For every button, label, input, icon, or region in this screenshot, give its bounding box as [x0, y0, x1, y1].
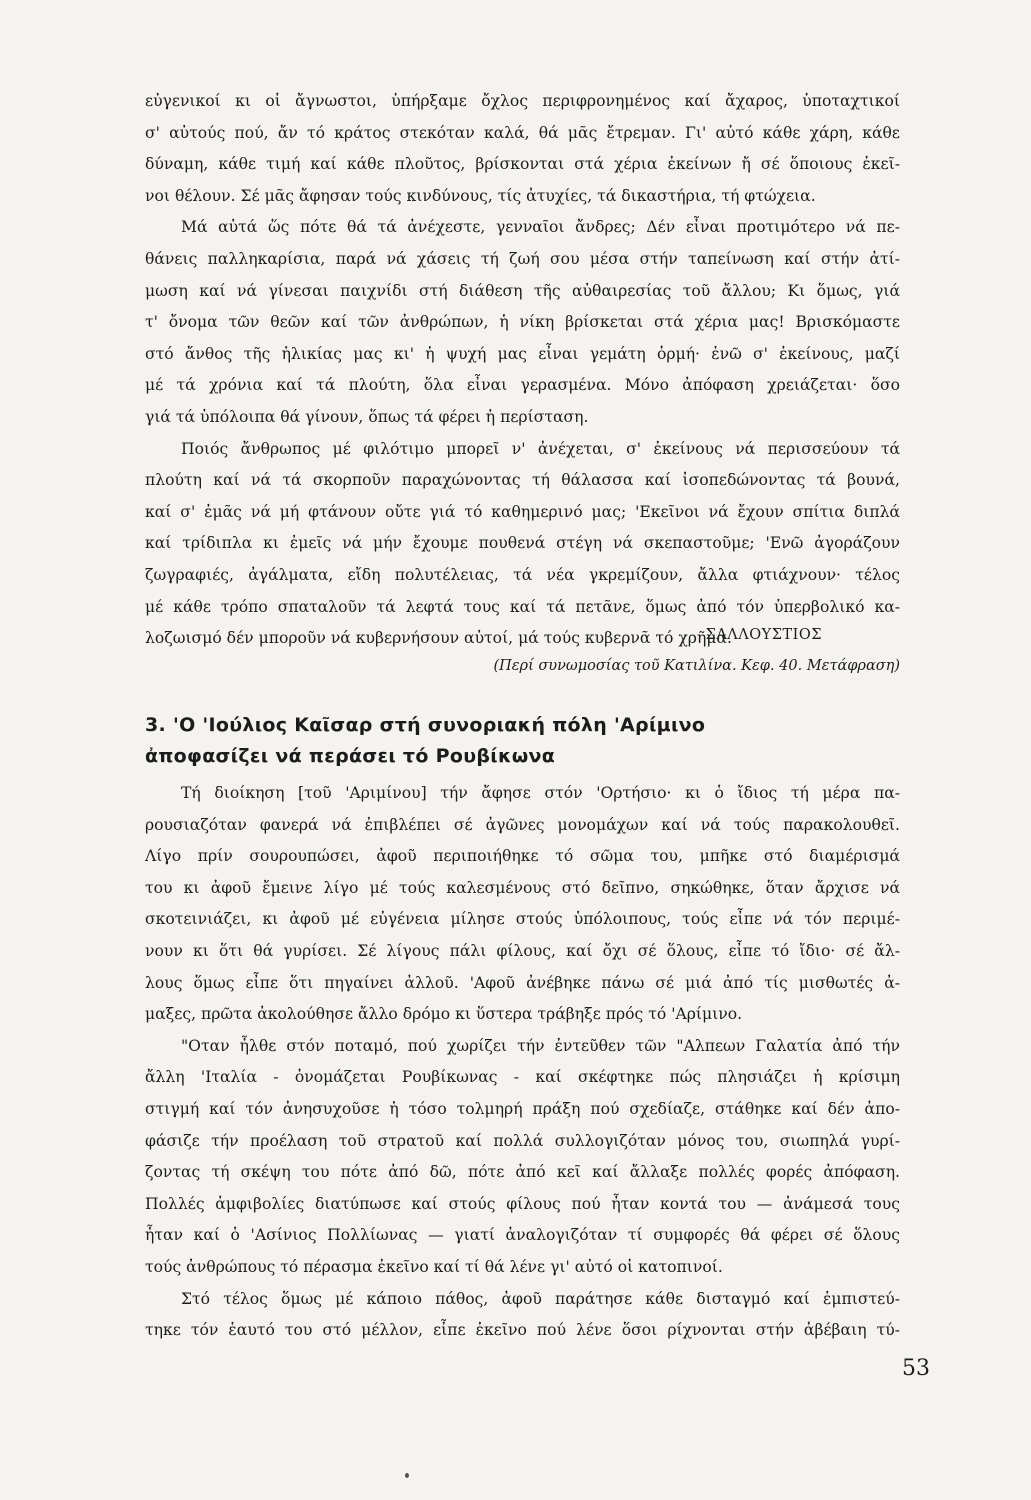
text-line: ρουσιαζόταν φανερά νά ἐπιβλέπει σέ ἀγῶνες μονομάχων καί νά τούς παρακολουθεῖ.: [145, 815, 900, 834]
text-line: μέ τά χρόνια καί τά πλούτη, ὅλα εἶναι γερασμένα. Μόνο ἀπόφαση χρειάζεται· ὅσο: [145, 376, 900, 395]
text-line: του κι ἀφοῦ ἔμεινε λίγο μέ τούς καλεσμένους στό δεῖπνο, σηκώθηκε, ὅταν ἄρχισε νά: [145, 878, 900, 897]
paragraph: [145, 1031, 900, 1284]
text-line: ζοντας τή σκέψη του πότε ἀπό δῶ, πότε ἀπό κεῖ καί ἄλλαξε πολλές φορές ἀπόφαση.: [145, 1163, 900, 1182]
text-line: λους ὅμως εἶπε ὅτι πηγαίνει ἀλλοῦ. 'Αφοῦ ἀνέβηκε πάνω σέ μιά ἀπό τίς μισθωτές ἀ-: [145, 973, 900, 992]
text-line: καί σ' ἐμᾶς νά μή φτάνουν οὔτε γιά τό καθημερινό μας; 'Εκεῖνοι νά ἔχουν σπίτια διπλά: [145, 502, 900, 521]
text-block-bottom: [145, 778, 900, 1347]
text-line: τ' ὄνομα τῶν θεῶν καί τῶν ἀνθρώπων, ἡ νίκη βρίσκεται στά χέρια μας! Βρισκόμαστε: [145, 313, 900, 332]
text-line: Τή διοίκηση [τοῦ 'Αριμίνου] τήν ἄφησε στόν 'Ορτήσιο· κι ὁ ἴδιος τή μέρα πα-: [181, 784, 900, 802]
text-line: τηκε τόν ἑαυτό του στό μέλλον, εἶπε ἐκεῖνο πού λένε ὅσοι ρίχνονται στήν ἀβέβαιη τύ-: [145, 1321, 900, 1340]
text-line: πλούτη καί νά τά σκορποῦν παραχώνοντας τή θάλασσα καί ἰσοπεδώνοντας τά βουνά,: [145, 471, 900, 490]
text-line: γιά τά ὑπόλοιπα θά γίνουν, ὅπως τά φέρει ἡ περίσταση.: [145, 407, 589, 426]
text-line: φάσιζε τήν προέλαση τοῦ στρατοῦ καί πολλά συλλογιζόταν μόνος του, σιωπηλά γυρί-: [145, 1131, 900, 1150]
source-reference: (Περί συνωμοσίας τοῦ Κατιλίνα. Κεφ. 40. Μετάφραση): [493, 658, 900, 674]
page-number: 53: [902, 1356, 930, 1381]
text-line: μωση καί νά γίνεσαι παιχνίδι στή διάθεση τῆς αὐθαιρεσίας τοῦ ἄλλου; Κι ὅμως, γιά: [145, 281, 900, 300]
text-line: ζωγραφιές, ἀγάλματα, εἴδη πολυτέλειας, τά νέα γκρεμίζουν, ἄλλα φτιάχνουν· τέλος: [145, 565, 900, 584]
text-line: μέ κάθε τρόπο σπαταλοῦν τά λεφτά τους καί τά πετᾶνε, ὅμως ἀπό τόν ὑπερβολικό κα-: [145, 597, 900, 616]
text-line: τούς ἀνθρώπους τό πέρασμα ἐκεῖνο καί τί θά λένε γι' αὐτό οἱ κατοπινοί.: [145, 1257, 723, 1276]
text-line: στιγμή καί τόν ἀνησυχοῦσε ἡ τόσο τολμηρή πράξη πού σχεδίαζε, στάθηκε καί δέν ἀπο-: [145, 1099, 900, 1118]
text-line: ἦταν καί ὁ 'Ασίνιος Πολλίωνας — γιατί ἀναλογιζόταν τί συμφορές θά φέρει σέ ὅλους: [145, 1226, 900, 1245]
text-line: σκοτεινιάζει, κι ἀφοῦ μέ εὐγένεια μίλησε στούς ὑπόλοιπους, τούς εἶπε νά τόν περιμέ-: [145, 910, 900, 929]
text-line: σ' αὐτούς πού, ἄν τό κράτος στεκόταν καλά, θά μᾶς ἔτρεμαν. Γι' αὐτό κάθε χάρη, κάθε: [145, 123, 900, 142]
source-author: ΣΑΛΛΟΥΣΤΙΟΣ: [705, 627, 822, 643]
text-line: λοζωισμό δέν μποροῦν νά κυβερνήσουν αὐτοί, μά τούς κυβερνᾶ τό χρῆμα.: [145, 629, 732, 648]
text-line: "Οταν ἦλθε στόν ποταμό, πού χωρίζει τήν ἐντεῦθεν τῶν "Αλπεων Γαλατία ἀπό τήν: [181, 1036, 900, 1055]
text-block-top: [145, 86, 900, 655]
print-speck: [405, 1473, 409, 1478]
text-line: δύναμη, κάθε τιμή καί κάθε πλοῦτος, βρίσκονται στά χέρια ἐκείνων ἤ σέ ὅποιους ἐκεῖ-: [145, 155, 900, 174]
text-line: Μά αὐτά ὥς πότε θά τά ἀνέχεστε, γενναῖοι ἄνδρες; Δέν εἶναι προτιμότερο νά πε-: [181, 218, 900, 237]
section-heading: [145, 710, 900, 772]
text-line: Λίγο πρίν σουρουπώσει, ἀφοῦ περιποιήθηκε τό σῶμα του, μπῆκε στό διαμέρισμά: [145, 847, 900, 866]
text-line: μαξες, πρῶτα ἀκολούθησε ἄλλο δρόμο κι ὕστερα τράβηξε πρός τό 'Αρίμινο.: [145, 1005, 743, 1024]
text-line: καί τρίδιπλα κι ἐμεῖς νά μήν ἔχουμε πουθενά στέγη νά σκεπαστοῦμε; 'Ενῶ ἀγοράζουν: [145, 534, 900, 553]
paragraph: [145, 86, 900, 212]
text-line: ἄλλη 'Ιταλία - ὀνομάζεται Ρουβίκωνας - καί σκέφτηκε πώς πλησιάζει ἡ κρίσιμη: [145, 1068, 900, 1087]
text-line: Ποιός ἄνθρωπος μέ φιλότιμο μπορεῖ ν' ἀνέχεται, σ' ἐκείνους νά περισσεύουν τά: [181, 439, 900, 458]
paragraph: [145, 1284, 900, 1347]
heading-line: 3. 'Ο 'Ιούλιος Καῖσαρ στή συνοριακή πόλη 'Αρίμινο: [145, 714, 706, 736]
text-line: Πολλές ἀμφιβολίες διατύπωσε καί στούς φίλους πού ἦταν κοντά του — ἀνάμεσά τους: [145, 1194, 900, 1213]
source-citation: [145, 620, 900, 682]
text-line: Στό τέλος ὅμως μέ κάποιο πάθος, ἀφοῦ παράτησε κάθε δισταγμό καί ἐμπιστεύ-: [181, 1289, 900, 1308]
heading-line: ἀποφασίζει νά περάσει τό Ρουβίκωνα: [145, 745, 556, 767]
text-line: νουν κι ὅτι θά γυρίσει. Σέ λίγους πάλι φίλους, καί ὄχι σέ ὅλους, εἶπε τό ἴδιο· σέ ἄλ-: [145, 941, 900, 960]
text-line: εὐγενικοί κι οἱ ἄγνωστοι, ὑπήρξαμε ὄχλος περιφρονημένος καί ἄχαρος, ὑποταχτικοί: [145, 92, 900, 110]
text-line: νοι θέλουν. Σέ μᾶς ἄφησαν τούς κινδύνους, τίς ἀτυχίες, τά δικαστήρια, τή φτώχεια.: [145, 186, 816, 205]
paragraph: [145, 212, 900, 433]
text-line: στό ἄνθος τῆς ἡλικίας μας κι' ἡ ψυχή μας εἶναι γεμάτη ὁρμή· ἐνῶ σ' ἐκείνους, μαζί: [145, 344, 900, 363]
paragraph: [145, 778, 900, 1031]
text-line: θάνεις παλληκαρίσια, παρά νά χάσεις τή ζωή σου μέσα στήν ταπείνωση καί στήν ἀτί-: [145, 249, 900, 268]
